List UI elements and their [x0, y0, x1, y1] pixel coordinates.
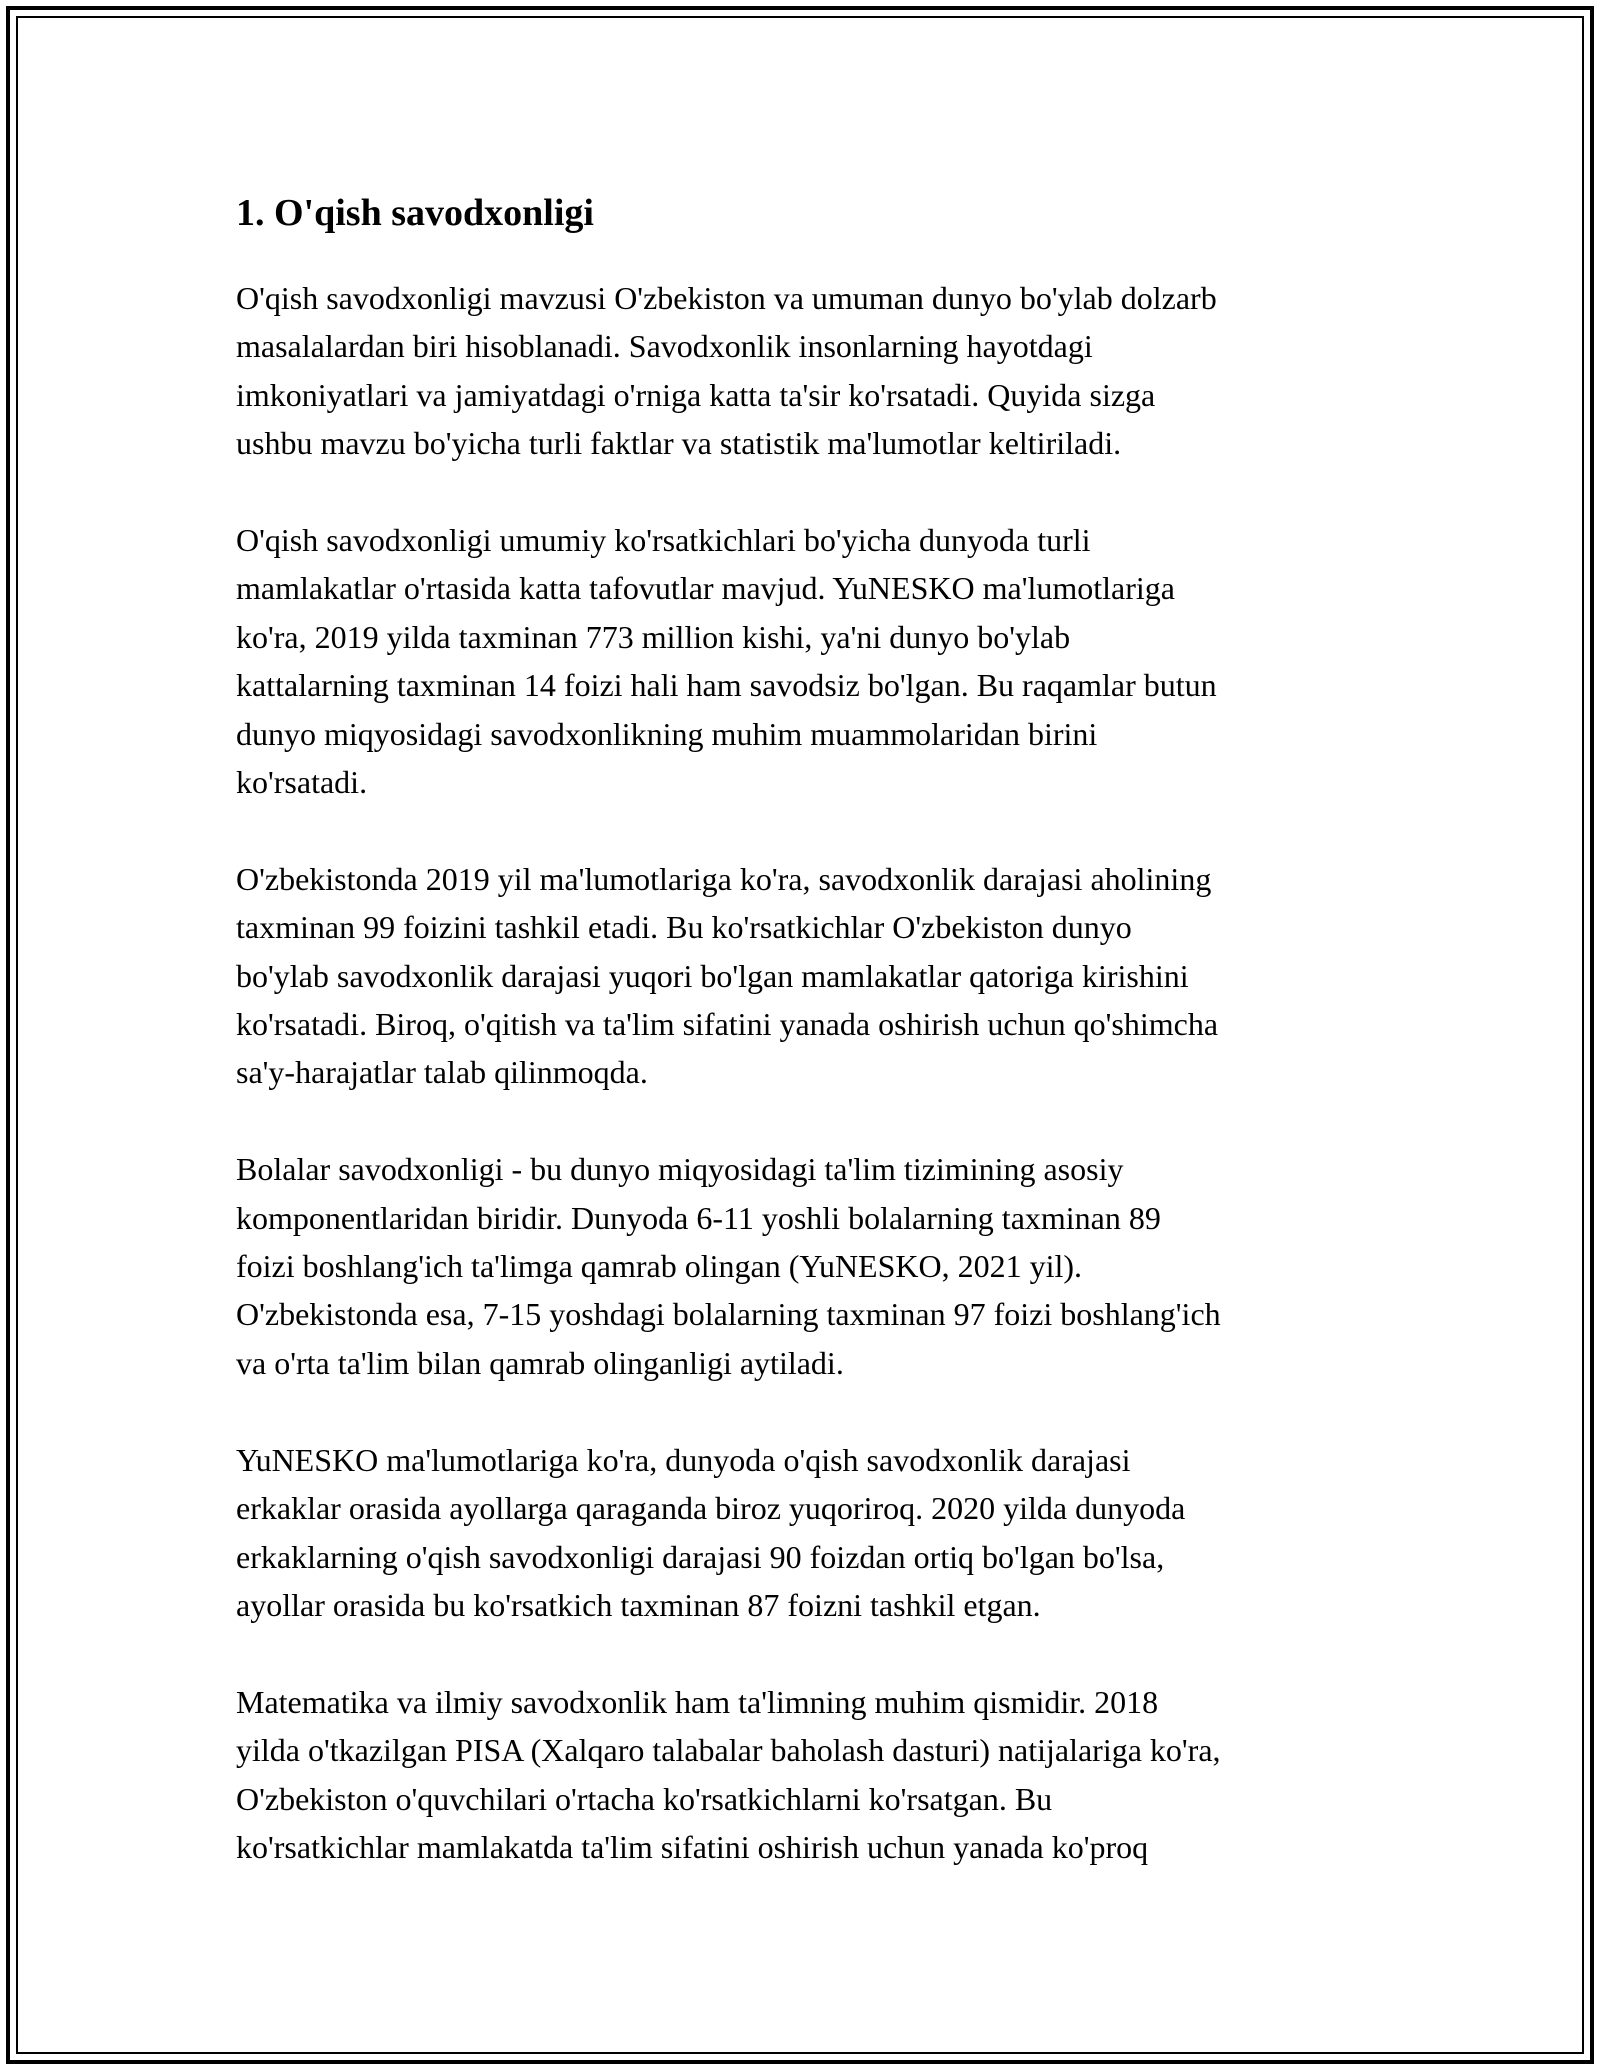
- paragraph-intro: O'qish savodxonligi mavzusi O'zbekiston va umuman dunyo bo'ylab dolzarb masalalardan biri hisoblanadi. Savodxonlik insonlarning hayotdagi imkoniyatlari va jamiyatdagi o'rniga katta ta'sir ko'rsatadi. Quyida sizga ushbu mavzu bo'yicha turli faktlar va statistik ma'lumotlar keltiriladi.: [236, 280, 1217, 462]
- document-body: [236, 186, 1376, 1871]
- paragraph-gender-literacy: YuNESKO ma'lumotlariga ko'ra, dunyoda o'qish savodxonlik darajasi erkaklar orasida ayollarga qaraganda biroz yuqoriroq. 2020 yilda dunyoda erkaklarning o'qish savodxonligi darajasi 90 foizdan ortiq bo'lgan bo'lsa, ayollar orasida bu ko'rsatkich taxminan 87 foizni tashkil etgan.: [236, 1441, 1186, 1623]
- paragraph-uzbekistan-literacy: O'zbekistonda 2019 yil ma'lumotlariga ko'ra, savodxonlik darajasi aholining taxminan 99 foizini tashkil etadi. Bu ko'rsatkichlar O'zbekiston dunyo bo'ylab savodxonlik darajasi yuqori bo'lgan mamlakatlar qatoriga kirishini ko'rsatadi. Biroq, o'qitish va ta'lim sifatini yanada oshirish uchun qo'shimcha sa'y-harajatlar talab qilinmoqda.: [236, 860, 1219, 1091]
- paragraph-children-literacy: Bolalar savodxonligi - bu dunyo miqyosidagi ta'lim tizimining asosiy komponentlaridan biridir. Dunyoda 6-11 yoshli bolalarning taxminan 89 foizi boshlang'ich ta'limga qamrab olingan (YuNESKO, 2021 yil). O'zbekistonda esa, 7-15 yoshdagi bolalarning taxminan 97 foizi boshlang'ich va o'rta ta'lim bilan qamrab olinganligi aytiladi.: [236, 1151, 1221, 1381]
- paragraph-math-science: Matematika va ilmiy savodxonlik ham ta'limning muhim qismidir. 2018 yilda o'tkazilgan PISA (Xalqaro talabalar baholash dasturi) natijalariga ko'ra, O'zbekiston o'quvchilari o'rtacha ko'rsatkichlarni ko'rsatgan. Bu ko'rsatkichlar mamlakatda ta'lim sifatini oshirish uchun yanada ko'proq: [236, 1683, 1221, 1865]
- paragraph-world-literacy: O'qish savodxonligi umumiy ko'rsatkichlari bo'yicha dunyoda turli mamlakatlar o'rtasida katta tafovutlar mavjud. YuNESKO ma'lumotlariga ko'ra, 2019 yilda taxminan 773 million kishi, ya'ni dunyo bo'ylab kattalarning taxminan 14 foizi hali ham savodsiz bo'lgan. Bu raqamlar butun dunyo miqyosidagi savodxonlikning muhim muammolaridan birini ko'rsatadi.: [236, 522, 1217, 801]
- section-heading: 1. O'qish savodxonligi: [236, 192, 594, 234]
